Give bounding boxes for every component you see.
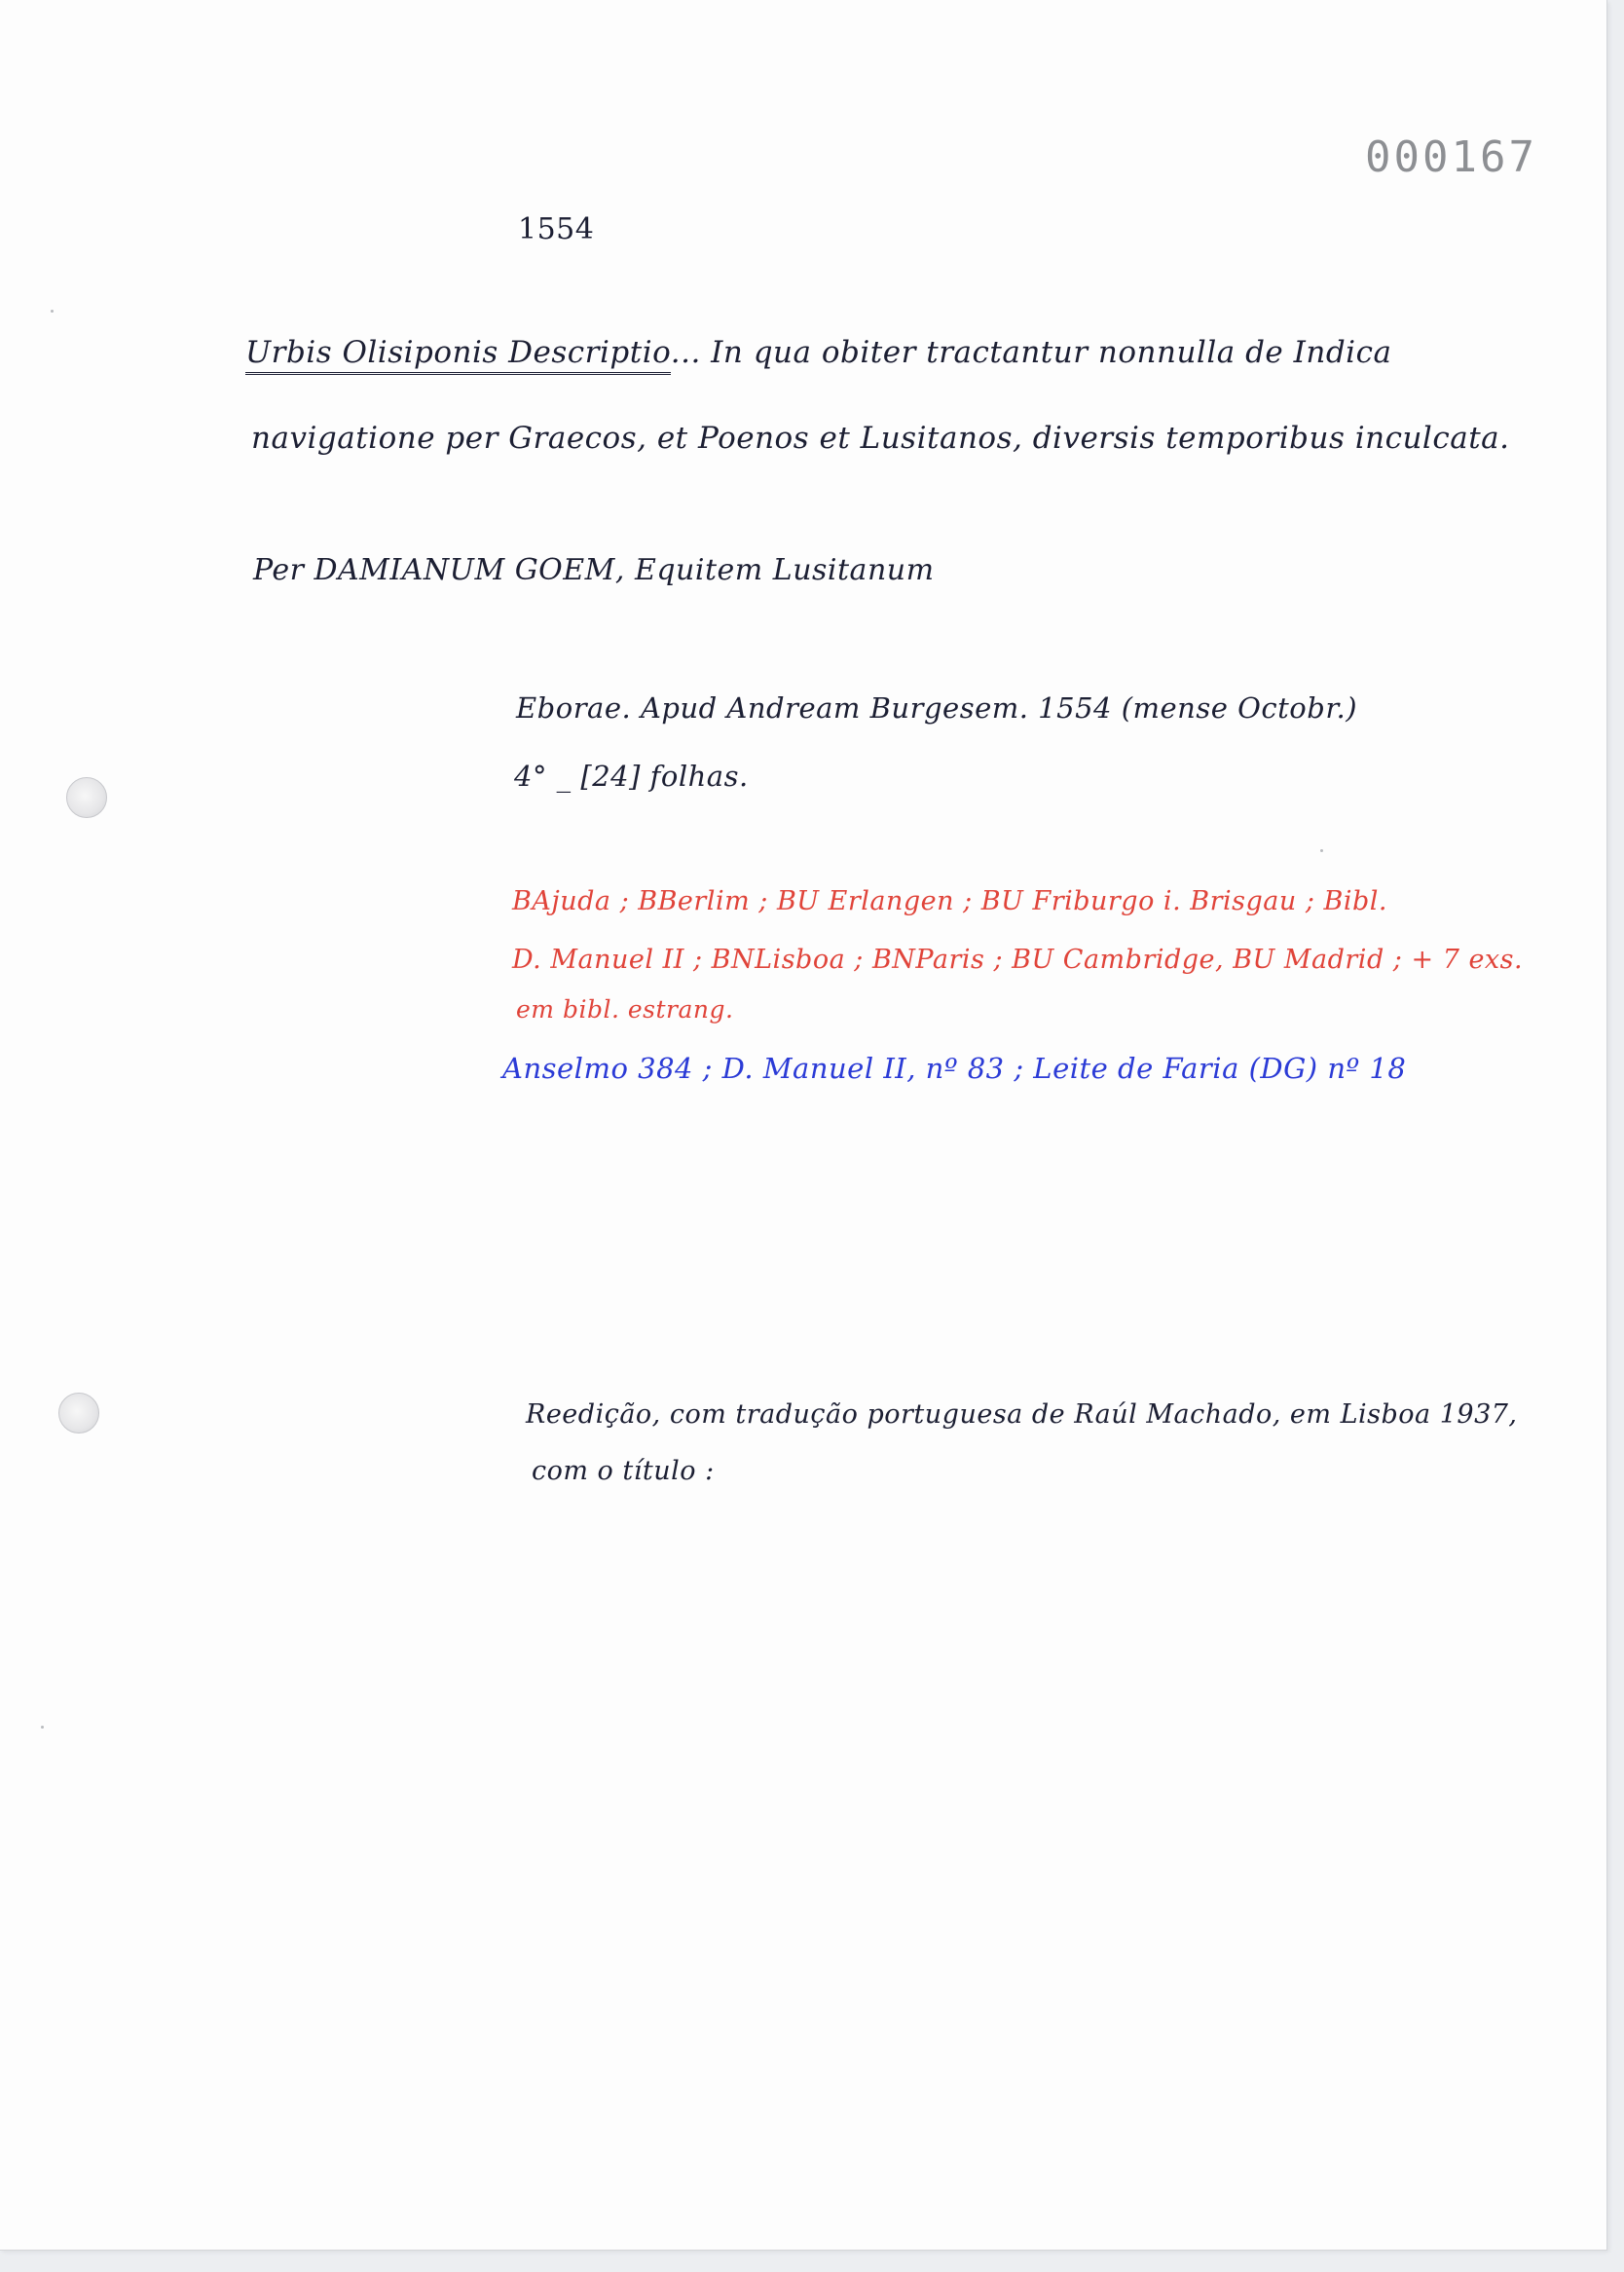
- format-line: 4° _ [24] folhas.: [514, 760, 749, 793]
- references-line: Anselmo 384 ; D. Manuel II, nº 83 ; Leite de Faria (DG) nº 18: [502, 1052, 1407, 1085]
- title-rest-line-1: ... In qua obiter tractantur nonnulla de Indica: [670, 335, 1392, 370]
- year-heading: 1554: [518, 212, 595, 246]
- paper-fleck: [41, 1726, 44, 1729]
- paper-fleck: [1320, 849, 1323, 852]
- paper-fleck: [51, 310, 54, 313]
- stamp-number: 000167: [1365, 132, 1537, 182]
- title-underlined: Urbis Olisiponis Descriptio: [245, 335, 671, 375]
- reedition-line-1: Reedição, com tradução portuguesa de Raúl Machado, em Lisboa 1937,: [526, 1399, 1518, 1430]
- punch-hole-top: [66, 777, 107, 818]
- imprint-line: Eborae. Apud Andream Burgesem. 1554 (mense Octobr.): [516, 691, 1358, 725]
- holdings-line-1: BAjuda ; BBerlim ; BU Erlangen ; BU Friburgo i. Brisgau ; Bibl.: [512, 886, 1387, 916]
- holdings-line-3: em bibl. estrang.: [516, 995, 734, 1024]
- punch-hole-bottom: [58, 1393, 99, 1434]
- holdings-line-2: D. Manuel II ; BNLisboa ; BNParis ; BU Cambridge, BU Madrid ; + 7 exs.: [512, 945, 1524, 975]
- reedition-line-2: com o título :: [532, 1456, 715, 1486]
- title-line-1: [245, 335, 1391, 370]
- author-line: Per DAMIANUM GOEM, Equitem Lusitanum: [253, 553, 935, 587]
- title-line-2: navigatione per Graecos, et Poenos et Lusitanos, diversis temporibus inculcata.: [251, 421, 1510, 456]
